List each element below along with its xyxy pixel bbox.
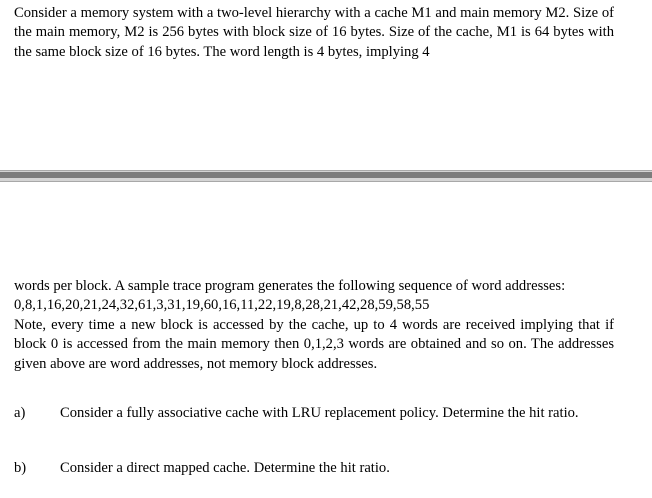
page-break-divider-dark	[0, 172, 652, 178]
question-b-label: b)	[14, 460, 27, 476]
question-b-text: Consider a direct mapped cache. Determine the hit ratio.	[60, 460, 390, 476]
problem-text-top: Consider a memory system with a two-level hierarchy with a cache M1 and main memory M2. Size of the main memory, M2 is 256 bytes with block size of 16 bytes. Size of the cache, M1 is 64 bytes with the same block size of 16 bytes. The word length is 4 bytes, implying 4	[14, 5, 614, 60]
note-text: Note, every time a new block is accessed by the cache, up to 4 words are received implying that if block 0 is accessed from the main memory then 0,1,2,3 words are obtained and so on. The addresses given above are word addresses, not memory block addresses.	[14, 316, 614, 372]
question-a-label: a)	[14, 405, 26, 421]
intro-text: words per block. A sample trace program generates the following sequence of word addresses:	[14, 278, 566, 294]
problem-text-bottom	[14, 277, 614, 374]
address-sequence: 0,8,1,16,20,21,24,32,61,3,31,19,60,16,11,22,19,8,28,21,42,28,59,58,55	[14, 297, 430, 314]
question-a-text: Consider a fully associative cache with LRU replacement policy. Determine the hit ratio.	[60, 405, 579, 421]
